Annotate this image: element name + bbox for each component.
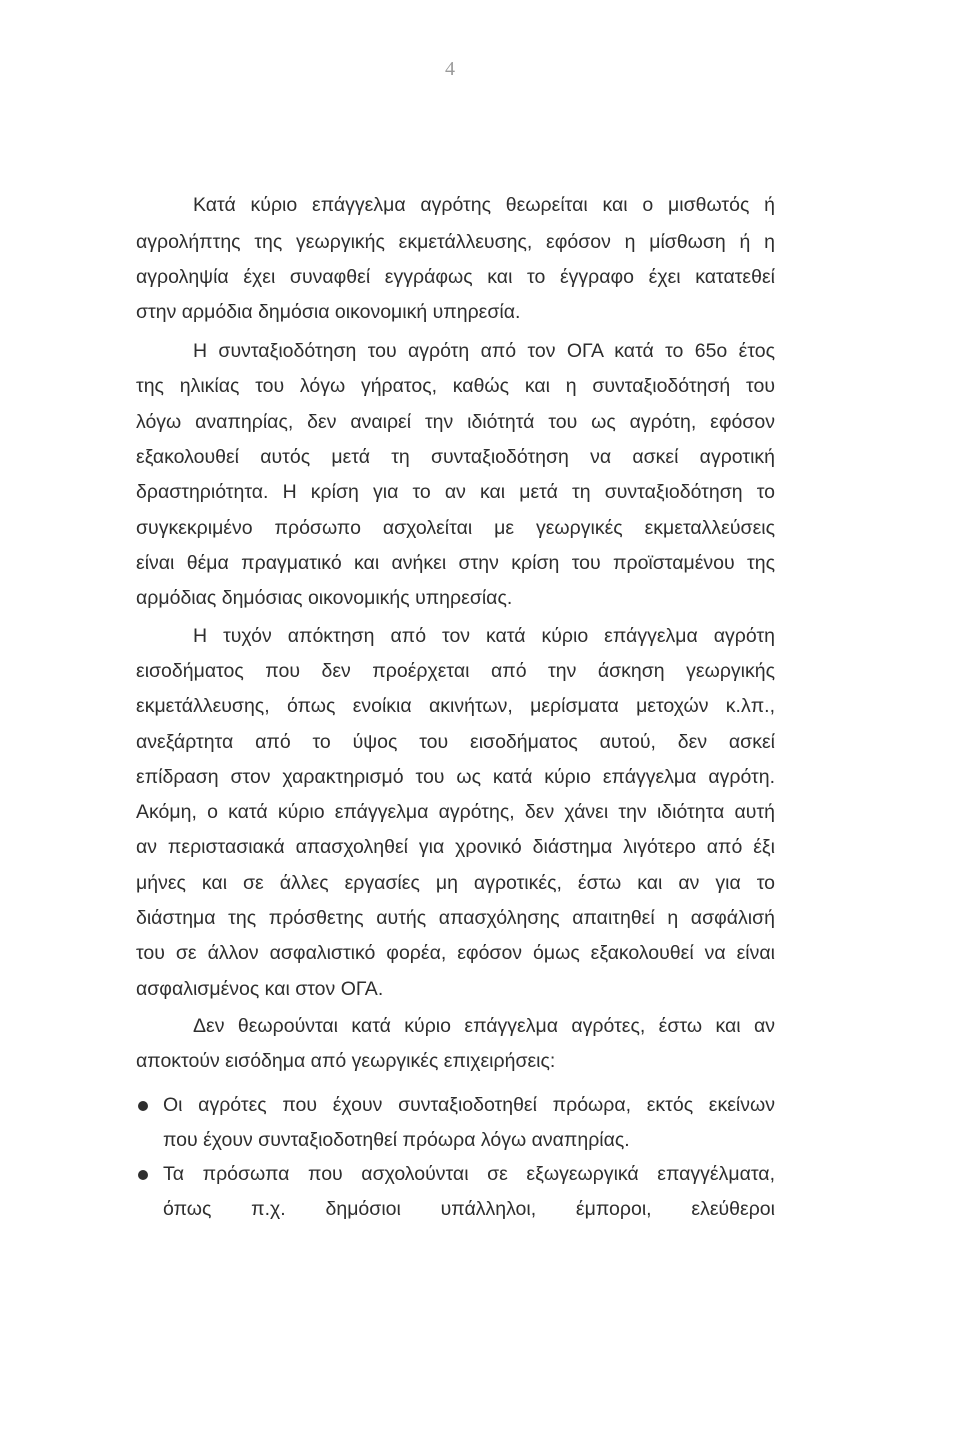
text-line: στην αρμόδια δημόσια οικονομική υπηρεσία. (136, 301, 521, 323)
text-line: Η τυχόν απόκτηση από τον κατά κύριο επάγγελμα αγρότη (193, 625, 775, 647)
list-item-line: Οι αγρότες που έχουν συνταξιοδοτηθεί πρόωρα, εκτός εκείνων (163, 1094, 775, 1116)
text-line: διάστημα της πρόσθετης αυτής απασχόλησης απαιτηθεί η ασφάλισή (136, 907, 775, 929)
list-item-line: που έχουν συνταξιοδοτηθεί πρόωρα λόγω αναπηρίας. (163, 1129, 630, 1151)
text-line: του σε άλλον ασφαλιστικό φορέα, εφόσον όμως εξακολουθεί να είναι (136, 942, 775, 964)
bullet-icon (138, 1101, 148, 1111)
text-line: αποκτούν εισόδημα από γεωργικές επιχειρήσεις: (136, 1050, 556, 1072)
text-line: εκμετάλλευσης, όπως ενοίκια ακινήτων, μερίσματα μετοχών κ.λπ., (136, 695, 775, 717)
text-line: είναι θέμα πραγματικό και ανήκει στην κρίση του προϊσταμένου της (136, 552, 775, 574)
text-line: Ακόμη, ο κατά κύριο επάγγελμα αγρότης, δεν χάνει την ιδιότητα αυτή (136, 801, 775, 823)
text-line: μήνες και σε άλλες εργασίες μη αγροτικές, έστω και αν για το (136, 872, 775, 894)
text-line: αγρολήπτης της γεωργικής εκμετάλλευσης, εφόσον η μίσθωση ή η (136, 231, 775, 253)
text-line: επίδραση στον χαρακτηρισμό του ως κατά κύριο επάγγελμα αγρότη. (136, 766, 775, 788)
page-number: 4 (445, 58, 455, 80)
text-line: λόγω αναπηρίας, δεν αναιρεί την ιδιότητά του ως αγρότη, εφόσον (136, 411, 775, 433)
list-item-line: Τα πρόσωπα που ασχολούνται σε εξωγεωργικά επαγγέλματα, (163, 1163, 775, 1185)
text-line: Κατά κύριο επάγγελμα αγρότης θεωρείται και ο μισθωτός ή (193, 194, 775, 216)
text-line: ασφαλισμένος και στον ΟΓΑ. (136, 978, 384, 1000)
text-line: αγροληψία έχει συναφθεί εγγράφως και το έγγραφο έχει κατατεθεί (136, 266, 775, 288)
text-line: συγκεκριμένο πρόσωπο ασχολείται με γεωργικές εκμεταλλεύσεις (136, 517, 775, 539)
text-line: ανεξάρτητα από το ύψος του εισοδήματος αυτού, δεν ασκεί (136, 731, 775, 753)
text-line: εισοδήματος που δεν προέρχεται από την άσκηση γεωργικής (136, 660, 775, 682)
text-line: Η συνταξιοδότηση του αγρότη από τον ΟΓΑ κατά το 65ο έτος (193, 340, 775, 362)
bullet-icon (138, 1170, 148, 1180)
text-line: εξακολουθεί αυτός μετά τη συνταξιοδότηση να ασκεί αγροτική (136, 446, 775, 468)
text-line: αρμόδιας δημόσιας οικονομικής υπηρεσίας. (136, 587, 513, 609)
text-line: δραστηριότητα. Η κρίση για το αν και μετά τη συνταξιοδότηση το (136, 481, 775, 503)
text-line: της ηλικίας του λόγω γήρατος, καθώς και η συνταξιοδότησή του (136, 375, 775, 397)
text-line: Δεν θεωρούνται κατά κύριο επάγγελμα αγρότες, έστω και αν (193, 1015, 775, 1037)
text-line: αν περιστασιακά απασχοληθεί για χρονικό διάστημα λιγότερο από έξι (136, 836, 775, 858)
list-item-line: όπως π.χ. δημόσιοι υπάλληλοι, έμποροι, ελεύθεροι (163, 1198, 775, 1220)
